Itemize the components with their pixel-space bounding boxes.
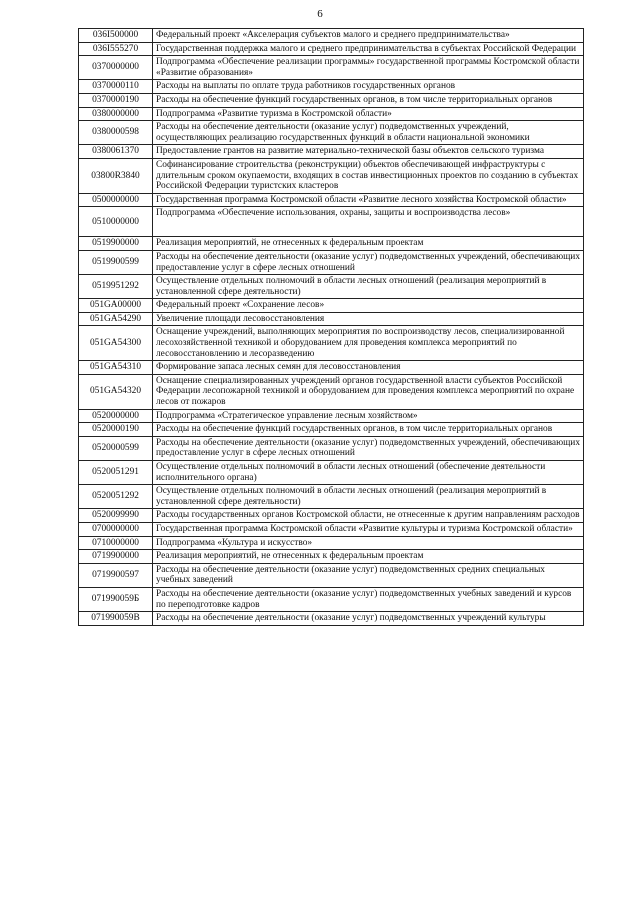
row-code: 0719900597 — [79, 563, 153, 587]
table-row — [79, 207, 584, 237]
table-row — [79, 436, 584, 460]
row-description: Расходы на выплаты по оплате труда работников государственных органов — [153, 80, 584, 94]
row-code: 0380061370 — [79, 145, 153, 159]
table-row — [79, 42, 584, 56]
row-description: Государственная поддержка малого и среднего предпринимательства в субъектах Российской Федерации — [153, 42, 584, 56]
row-code: 051GA00000 — [79, 299, 153, 313]
row-description: Оснащение специализированных учреждений органов государственной власти субъектов Российской Федерации лесопожарной техникой и оборудованием для проведения комплекса мероприятий по охране лесов от пожаров — [153, 374, 584, 409]
row-description: Увеличение площади лесовосстановления — [153, 312, 584, 326]
table-row — [79, 509, 584, 523]
row-description: Осуществление отдельных полномочий в области лесных отношений (реализация мероприятий в установленной сфере деятельности) — [153, 275, 584, 299]
row-code: 0519900000 — [79, 237, 153, 251]
row-code: 0719900000 — [79, 550, 153, 564]
table-row — [79, 93, 584, 107]
row-code: 0700000000 — [79, 522, 153, 536]
row-code: 0370000110 — [79, 80, 153, 94]
row-code: 051GA54300 — [79, 326, 153, 361]
row-description: Расходы на обеспечение функций государственных органов, в том числе территориальных органов — [153, 423, 584, 437]
row-description: Расходы государственных органов Костромской области, не отнесенные к другим направлениям расходов — [153, 509, 584, 523]
row-description: Предоставление грантов на развитие материально-технической базы объектов сельского туризма — [153, 145, 584, 159]
table-row — [79, 563, 584, 587]
row-code: 0520099990 — [79, 509, 153, 523]
row-code: 071990059В — [79, 612, 153, 626]
row-description: Расходы на обеспечение деятельности (оказание услуг) подведомственных учреждений культуры — [153, 612, 584, 626]
row-description: Оснащение учреждений, выполняющих мероприятия по воспроизводству лесов, специализированной лесохозяйственной техникой и оборудованием для проведения комплекса мероприятий по лесовосстановлению и лесоразведению — [153, 326, 584, 361]
table-row — [79, 536, 584, 550]
table-row — [79, 121, 584, 145]
table-row — [79, 326, 584, 361]
row-code: 0500000000 — [79, 193, 153, 207]
row-description: Реализация мероприятий, не отнесенных к федеральным проектам — [153, 237, 584, 251]
table-row — [79, 56, 584, 80]
row-code: 0520051291 — [79, 461, 153, 485]
row-description: Подпрограмма «Обеспечение использования, охраны, защиты и воспроизводства лесов» — [153, 207, 584, 237]
row-code: 03800R3840 — [79, 158, 153, 193]
row-description: Подпрограмма «Развитие туризма в Костромской области» — [153, 107, 584, 121]
row-code: 0519900599 — [79, 250, 153, 274]
row-code: 051GA54320 — [79, 374, 153, 409]
row-code: 071990059Б — [79, 587, 153, 611]
budget-codes-table — [78, 28, 584, 626]
table-row — [79, 145, 584, 159]
row-code: 0519951292 — [79, 275, 153, 299]
row-description: Расходы на обеспечение деятельности (оказание услуг) подведомственных средних специальных учебных заведений — [153, 563, 584, 587]
table-row — [79, 158, 584, 193]
row-code: 051GA54290 — [79, 312, 153, 326]
row-description: Государственная программа Костромской области «Развитие культуры и туризма Костромской области» — [153, 522, 584, 536]
row-description: Федеральный проект «Сохранение лесов» — [153, 299, 584, 313]
table-row — [79, 193, 584, 207]
row-description: Расходы на обеспечение деятельности (оказание услуг) подведомственных учебных заведений и курсов по переподготовке кадров — [153, 587, 584, 611]
table-row — [79, 250, 584, 274]
row-code: 0520000190 — [79, 423, 153, 437]
row-description: Осуществление отдельных полномочий в области лесных отношений (обеспечение деятельности исполнительного органа) — [153, 461, 584, 485]
table-row — [79, 107, 584, 121]
table-row — [79, 485, 584, 509]
row-description: Расходы на обеспечение деятельности (оказание услуг) подведомственных учреждений, обеспечивающих предоставление услуг в сфере лесных отношений — [153, 250, 584, 274]
row-description: Софинансирование строительства (реконструкции) объектов обеспечивающей инфраструктуры с длительным сроком окупаемости, входящих в состав инвестиционных проектов по созданию в субъектах Российской Федерации туристских кластеров — [153, 158, 584, 193]
row-code: 0370000190 — [79, 93, 153, 107]
table-row — [79, 461, 584, 485]
table-row — [79, 361, 584, 375]
row-description: Расходы на обеспечение деятельности (оказание услуг) подведомственных учреждений, осуществляющих реализацию государственных функций в области национальной экономики — [153, 121, 584, 145]
table-row — [79, 275, 584, 299]
table-row — [79, 80, 584, 94]
table-row — [79, 522, 584, 536]
row-description: Подпрограмма «Обеспечение реализации программы» государственной программы Костромской области «Развитие образования» — [153, 56, 584, 80]
table-row — [79, 423, 584, 437]
row-description: Государственная программа Костромской области «Развитие лесного хозяйства Костромской области» — [153, 193, 584, 207]
table-row — [79, 409, 584, 423]
row-code: 0510000000 — [79, 207, 153, 237]
row-code: 0520051292 — [79, 485, 153, 509]
table-row — [79, 237, 584, 251]
table-row — [79, 312, 584, 326]
row-description: Расходы на обеспечение деятельности (оказание услуг) подведомственных учреждений, обеспечивающих предоставление услуг в сфере лесных отношений — [153, 436, 584, 460]
table-body — [79, 29, 584, 626]
table-row — [79, 29, 584, 43]
row-description: Подпрограмма «Культура и искусство» — [153, 536, 584, 550]
row-code: 0520000000 — [79, 409, 153, 423]
row-description: Формирование запаса лесных семян для лесовосстановления — [153, 361, 584, 375]
row-description: Реализация мероприятий, не отнесенных к федеральным проектам — [153, 550, 584, 564]
table-row — [79, 374, 584, 409]
row-description: Федеральный проект «Акселерация субъектов малого и среднего предпринимательства» — [153, 29, 584, 43]
row-code: 0380000598 — [79, 121, 153, 145]
page-number: 6 — [317, 8, 323, 20]
row-code: 0370000000 — [79, 56, 153, 80]
row-code: 0710000000 — [79, 536, 153, 550]
row-code: 0380000000 — [79, 107, 153, 121]
table-row — [79, 550, 584, 564]
row-code: 036I555270 — [79, 42, 153, 56]
row-description: Подпрограмма «Стратегическое управление лесным хозяйством» — [153, 409, 584, 423]
table-row — [79, 612, 584, 626]
row-code: 036I500000 — [79, 29, 153, 43]
row-code: 0520000599 — [79, 436, 153, 460]
row-code: 051GA54310 — [79, 361, 153, 375]
row-description: Расходы на обеспечение функций государственных органов, в том числе территориальных органов — [153, 93, 584, 107]
table-row — [79, 299, 584, 313]
table-row — [79, 587, 584, 611]
row-description: Осуществление отдельных полномочий в области лесных отношений (реализация мероприятий в установленной сфере деятельности) — [153, 485, 584, 509]
